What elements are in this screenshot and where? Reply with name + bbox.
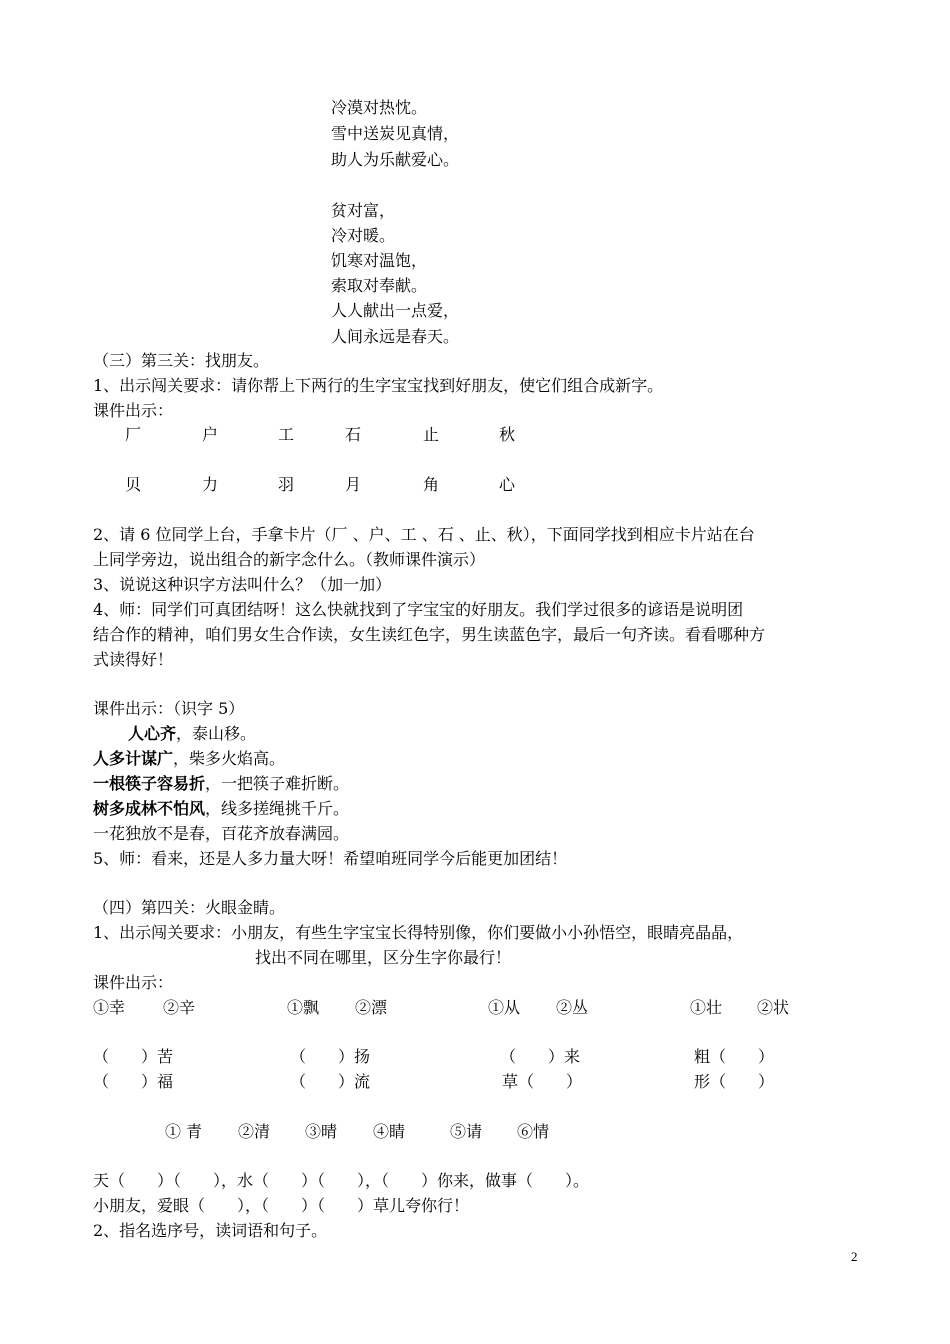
poem-line: 饥寒对温饱， [331,251,428,270]
proverb-bold: 一根筷子容易折 [93,774,206,793]
character-card: 月 [345,475,362,494]
poem-line: 贫对富， [331,201,396,220]
poem-line: 人人献出一点爱， [331,301,460,320]
choice-char: ②清 [238,1122,271,1141]
section4-title: （四）第四关：火眼金睛。 [93,898,286,917]
courseware-label: 课件出示： [93,973,174,992]
proverb [128,724,256,744]
fill-blank: 草（ ） [502,1072,583,1091]
fill-blank: （ ）来 [500,1047,581,1066]
similar-char: ①从 [488,998,521,1017]
section3-item5: 5、师：看来，还是人多力量大呀！希望咱班同学今后能更加团结！ [93,849,568,868]
similar-char: ①飘 [287,998,320,1017]
proverb-rest: ，泰山移。 [176,724,257,743]
poem-line: 助人为乐献爱心。 [331,150,460,169]
character-card: 户 [202,425,219,444]
proverb [93,824,349,844]
poem-line: 索取对奉献。 [331,276,428,295]
similar-char: ①壮 [690,998,723,1017]
proverb-rest: ，一把筷子难折断。 [205,774,350,793]
section3-item2-cont: 上同学旁边，说出组合的新字念什么。（教师课件演示） [93,550,486,569]
similar-char: ②状 [757,998,790,1017]
section3-item1: 1、出示闯关要求：请你帮上下两行的生字宝宝找到好朋友，使它们组合成新字。 [93,376,664,395]
section3-item4: 4、师：同学们可真团结呀！这么快就找到了字宝宝的好朋友。我们学过很多的谚语是说明团 [93,600,744,619]
choice-char: ① 青 [165,1122,203,1141]
character-card: 厂 [125,425,142,444]
proverb-rest: ，柴多火焰高。 [173,749,286,768]
choice-char: ⑤请 [450,1122,483,1141]
page-number: 2 [851,1249,858,1264]
fill-blank: 形（ ） [694,1072,775,1091]
character-card: 工 [278,425,295,444]
proverb [93,749,285,769]
section4-item1: 1、出示闯关要求：小朋友，有些生字宝宝长得特别像，你们要做小小孙悟空，眼睛亮晶晶， [93,923,744,942]
similar-char: ①幸 [93,998,126,1017]
similar-char: ②辛 [163,998,196,1017]
section3-item4-cont: 式读得好！ [93,650,174,669]
character-card: 羽 [278,475,295,494]
poem-line: 冷对暖。 [331,226,396,245]
fill-sentence: 小朋友，爱眼（ ），（ ）（ ）草儿夸你行！ [93,1196,470,1215]
similar-char: ②丛 [556,998,589,1017]
character-card: 秋 [499,425,516,444]
character-card: 心 [499,475,516,494]
fill-blank: （ ）扬 [290,1047,371,1066]
character-card: 力 [202,475,219,494]
proverb [93,774,349,794]
section3-item4-cont: 结合作的精神，咱们男女生合作读，女生读红色字，男生读蓝色字，最后一句齐读。看看哪种方 [93,625,766,644]
proverb-rest: ，线多搓绳挑千斤。 [205,799,350,818]
poem-line: 冷漠对热忱。 [331,98,428,117]
courseware-label: 课件出示： [93,401,174,420]
proverb-rest: 一花独放不是春，百花齐放春满园。 [93,824,350,843]
similar-char: ②漂 [355,998,388,1017]
fill-blank: 粗（ ） [694,1047,775,1066]
fill-blank: （ ）流 [290,1072,371,1091]
section3-item2: 2、请 6 位同学上台，手拿卡片（厂 、户、工 、石 、止、秋），下面同学找到相应卡片站在台 [93,525,755,544]
poem-line: 雪中送炭见真情， [331,124,460,143]
section3-item3: 3、说说这种识字方法叫什么？（加一加） [93,575,392,594]
section4-item1-cont: 找出不同在哪里，区分生字你最行！ [255,948,512,967]
character-card: 贝 [125,475,142,494]
proverb [93,799,349,819]
character-card: 角 [423,475,440,494]
fill-blank: （ ）苦 [93,1047,174,1066]
choice-char: ⑥情 [517,1122,550,1141]
proverb-bold: 人多计谋广 [93,749,174,768]
character-card: 石 [345,425,362,444]
section4-item2: 2、指名选序号，读词语和句子。 [93,1221,328,1240]
fill-sentence: 天（ ）（ ），水（ ）（ ），（ ）你来，做事（ ）。 [93,1171,590,1190]
fill-blank: （ ）福 [93,1072,174,1091]
choice-char: ④睛 [373,1122,406,1141]
section3-title: （三）第三关：找朋友。 [93,351,270,370]
character-card: 止 [423,425,440,444]
poem-line: 人间永远是春天。 [331,327,460,346]
proverb-bold: 树多成林不怕风 [93,799,206,818]
courseware-label: 课件出示：（识字 5） [93,699,245,718]
proverb-bold: 人心齐 [128,724,177,743]
choice-char: ③晴 [305,1122,338,1141]
